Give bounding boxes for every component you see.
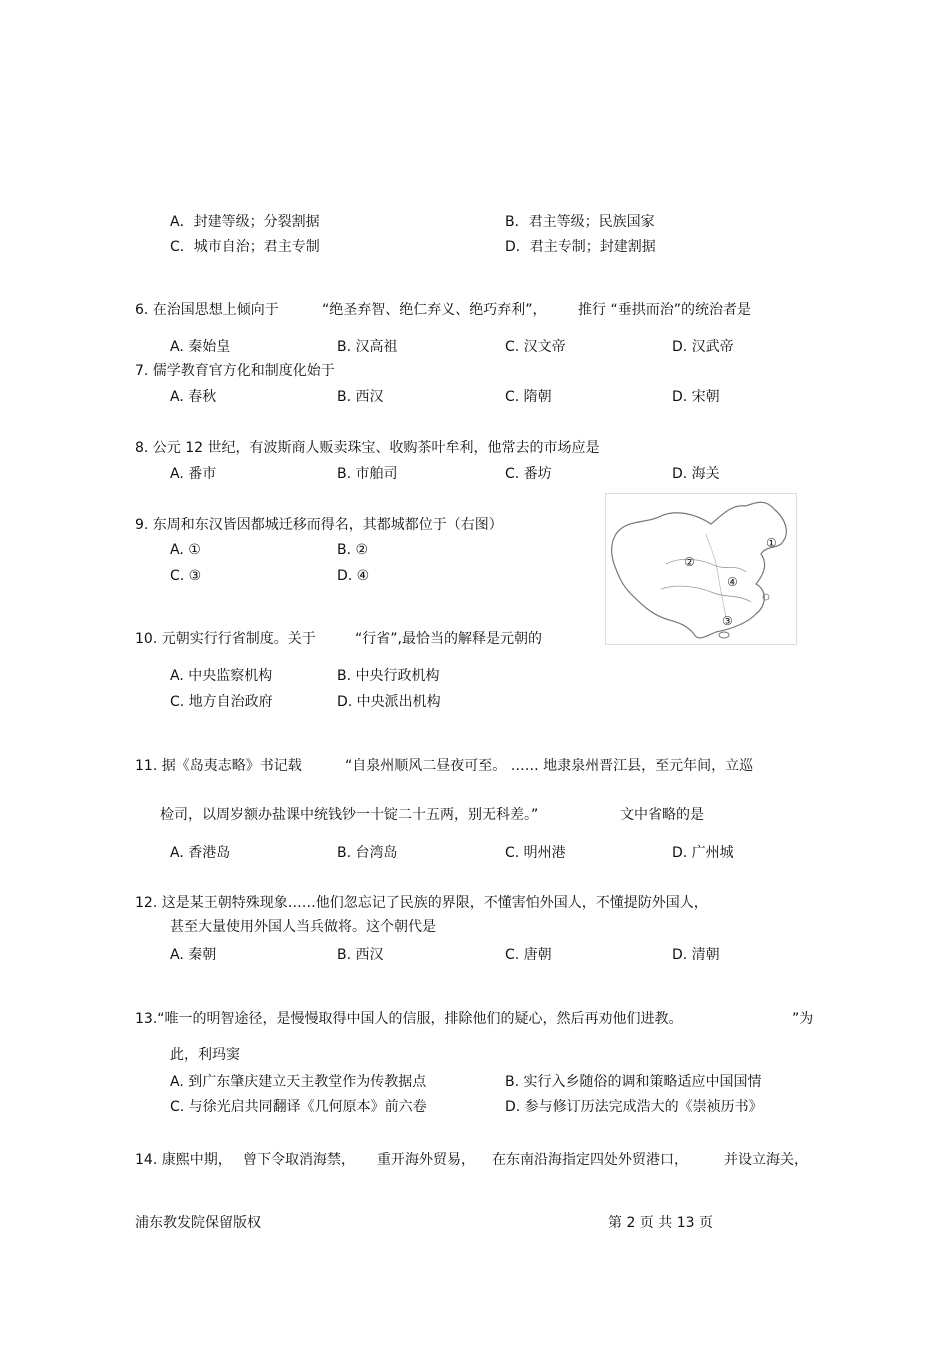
q6-option-b: B. 汉高祖: [337, 339, 398, 355]
q6-option-d: D. 汉武帝: [672, 339, 734, 355]
q5-option-c: C．城市自治；君主专制: [170, 239, 320, 255]
q10-option-c: C. 地方自治政府: [170, 694, 273, 710]
q12-option-a: A. 秦朝: [170, 947, 217, 963]
q9-option-a: A. ①: [170, 542, 201, 558]
q7-stem: 7. 儒学教育官方化和制度化始于: [135, 363, 335, 379]
q11-stem-part1: 11. 据《岛夷志略》书记载: [135, 758, 302, 774]
q10-stem-part2: “行省”,最恰当的解释是元朝的: [355, 631, 542, 647]
q13-stem-line2: 此，利玛窦: [170, 1047, 240, 1063]
map-marker-1: ①: [766, 536, 777, 550]
q7-option-d: D. 宋朝: [672, 389, 720, 405]
q13-stem-tail: ”为: [792, 1011, 814, 1027]
q7-option-a: A. 春秋: [170, 389, 217, 405]
q12-option-b: B. 西汉: [337, 947, 384, 963]
q14-stem-part1: 14. 康熙中期，: [135, 1152, 232, 1168]
q7-option-b: B. 西汉: [337, 389, 384, 405]
q10-option-d: D. 中央派出机构: [337, 694, 441, 710]
q6-stem-part2: “绝圣弃智、绝仁弃义、绝巧弃利”，: [322, 302, 547, 318]
q11-stem-part3: 检司，以周岁额办盐课中统钱钞一十锭二十五两，别无科差。”: [160, 807, 539, 823]
q10-stem-part1: 10. 元朝实行行省制度。关于: [135, 631, 316, 647]
q13-option-a: A. 到广东肇庆建立天主教堂作为传教据点: [170, 1074, 427, 1090]
q13-stem-line1: 13.“唯一的明智途径，是慢慢取得中国人的信服，排除他们的疑心，然后再劝他们进教。: [135, 1011, 683, 1027]
q8-stem: 8. 公元 12 世纪，有波斯商人贩卖珠宝、收购茶叶牟利，他常去的市场应是: [135, 440, 600, 456]
q10-option-a: A. 中央监察机构: [170, 668, 273, 684]
q13-option-b: B. 实行入乡随俗的调和策略适应中国国情: [505, 1074, 762, 1090]
map-marker-2: ②: [684, 555, 695, 569]
map-marker-4: ④: [727, 575, 738, 589]
china-map-outline: [606, 494, 796, 644]
q8-option-b: B. 市舶司: [337, 466, 398, 482]
china-map-figure: [605, 493, 797, 645]
q11-option-c: C. 明州港: [505, 845, 566, 861]
q14-stem-part4: 在东南沿海指定四处外贸港口，: [492, 1152, 688, 1168]
q5-option-b: B．君主等级；民族国家: [505, 214, 655, 230]
q12-stem-line2: 甚至大量使用外国人当兵做将。这个朝代是: [170, 919, 436, 935]
map-marker-3: ③: [722, 614, 733, 628]
q11-stem-part2: “自泉州顺风二昼夜可至。 …… 地隶泉州晋江县，至元年间，立巡: [345, 758, 754, 774]
q5-option-a: A．封建等级；分裂割据: [170, 214, 320, 230]
q6-stem-part3: 推行 “垂拱而治”的统治者是: [578, 302, 751, 318]
q8-option-d: D. 海关: [672, 466, 720, 482]
footer-page-number: 第 2 页 共 13 页: [608, 1215, 713, 1231]
q13-option-c: C. 与徐光启共同翻译《几何原本》前六卷: [170, 1099, 427, 1115]
q8-option-a: A. 番市: [170, 466, 217, 482]
q14-stem-part3: 重开海外贸易，: [377, 1152, 475, 1168]
q8-option-c: C. 番坊: [505, 466, 552, 482]
q9-option-b: B. ②: [337, 542, 369, 558]
q11-stem-part4: 文中省略的是: [620, 807, 704, 823]
q13-option-d: D. 参与修订历法完成浩大的《崇祯历书》: [505, 1099, 763, 1115]
q11-option-d: D. 广州城: [672, 845, 734, 861]
q9-option-d: D. ④: [337, 568, 370, 584]
q12-option-c: C. 唐朝: [505, 947, 552, 963]
footer-copyright: 浦东教发院保留版权: [135, 1215, 261, 1231]
q10-option-b: B. 中央行政机构: [337, 668, 440, 684]
q12-stem-line1: 12. 这是某王朝特殊现象……他们忽忘记了民族的界限，不懂害怕外国人，不懂提防外国人，: [135, 895, 708, 911]
q11-option-a: A. 香港岛: [170, 845, 231, 861]
q5-option-d: D．君主专制；封建割据: [505, 239, 656, 255]
q6-stem-part1: 6. 在治国思想上倾向于: [135, 302, 279, 318]
q14-stem-part5: 并设立海关，: [724, 1152, 808, 1168]
q7-option-c: C. 隋朝: [505, 389, 552, 405]
q11-option-b: B. 台湾岛: [337, 845, 398, 861]
q6-option-a: A. 秦始皇: [170, 339, 231, 355]
q6-option-c: C. 汉文帝: [505, 339, 566, 355]
q14-stem-part2: 曾下令取消海禁，: [243, 1152, 355, 1168]
q12-option-d: D. 清朝: [672, 947, 720, 963]
q9-stem: 9. 东周和东汉皆因都城迁移而得名，其都城都位于（右图）: [135, 517, 503, 533]
q9-option-c: C. ③: [170, 568, 202, 584]
